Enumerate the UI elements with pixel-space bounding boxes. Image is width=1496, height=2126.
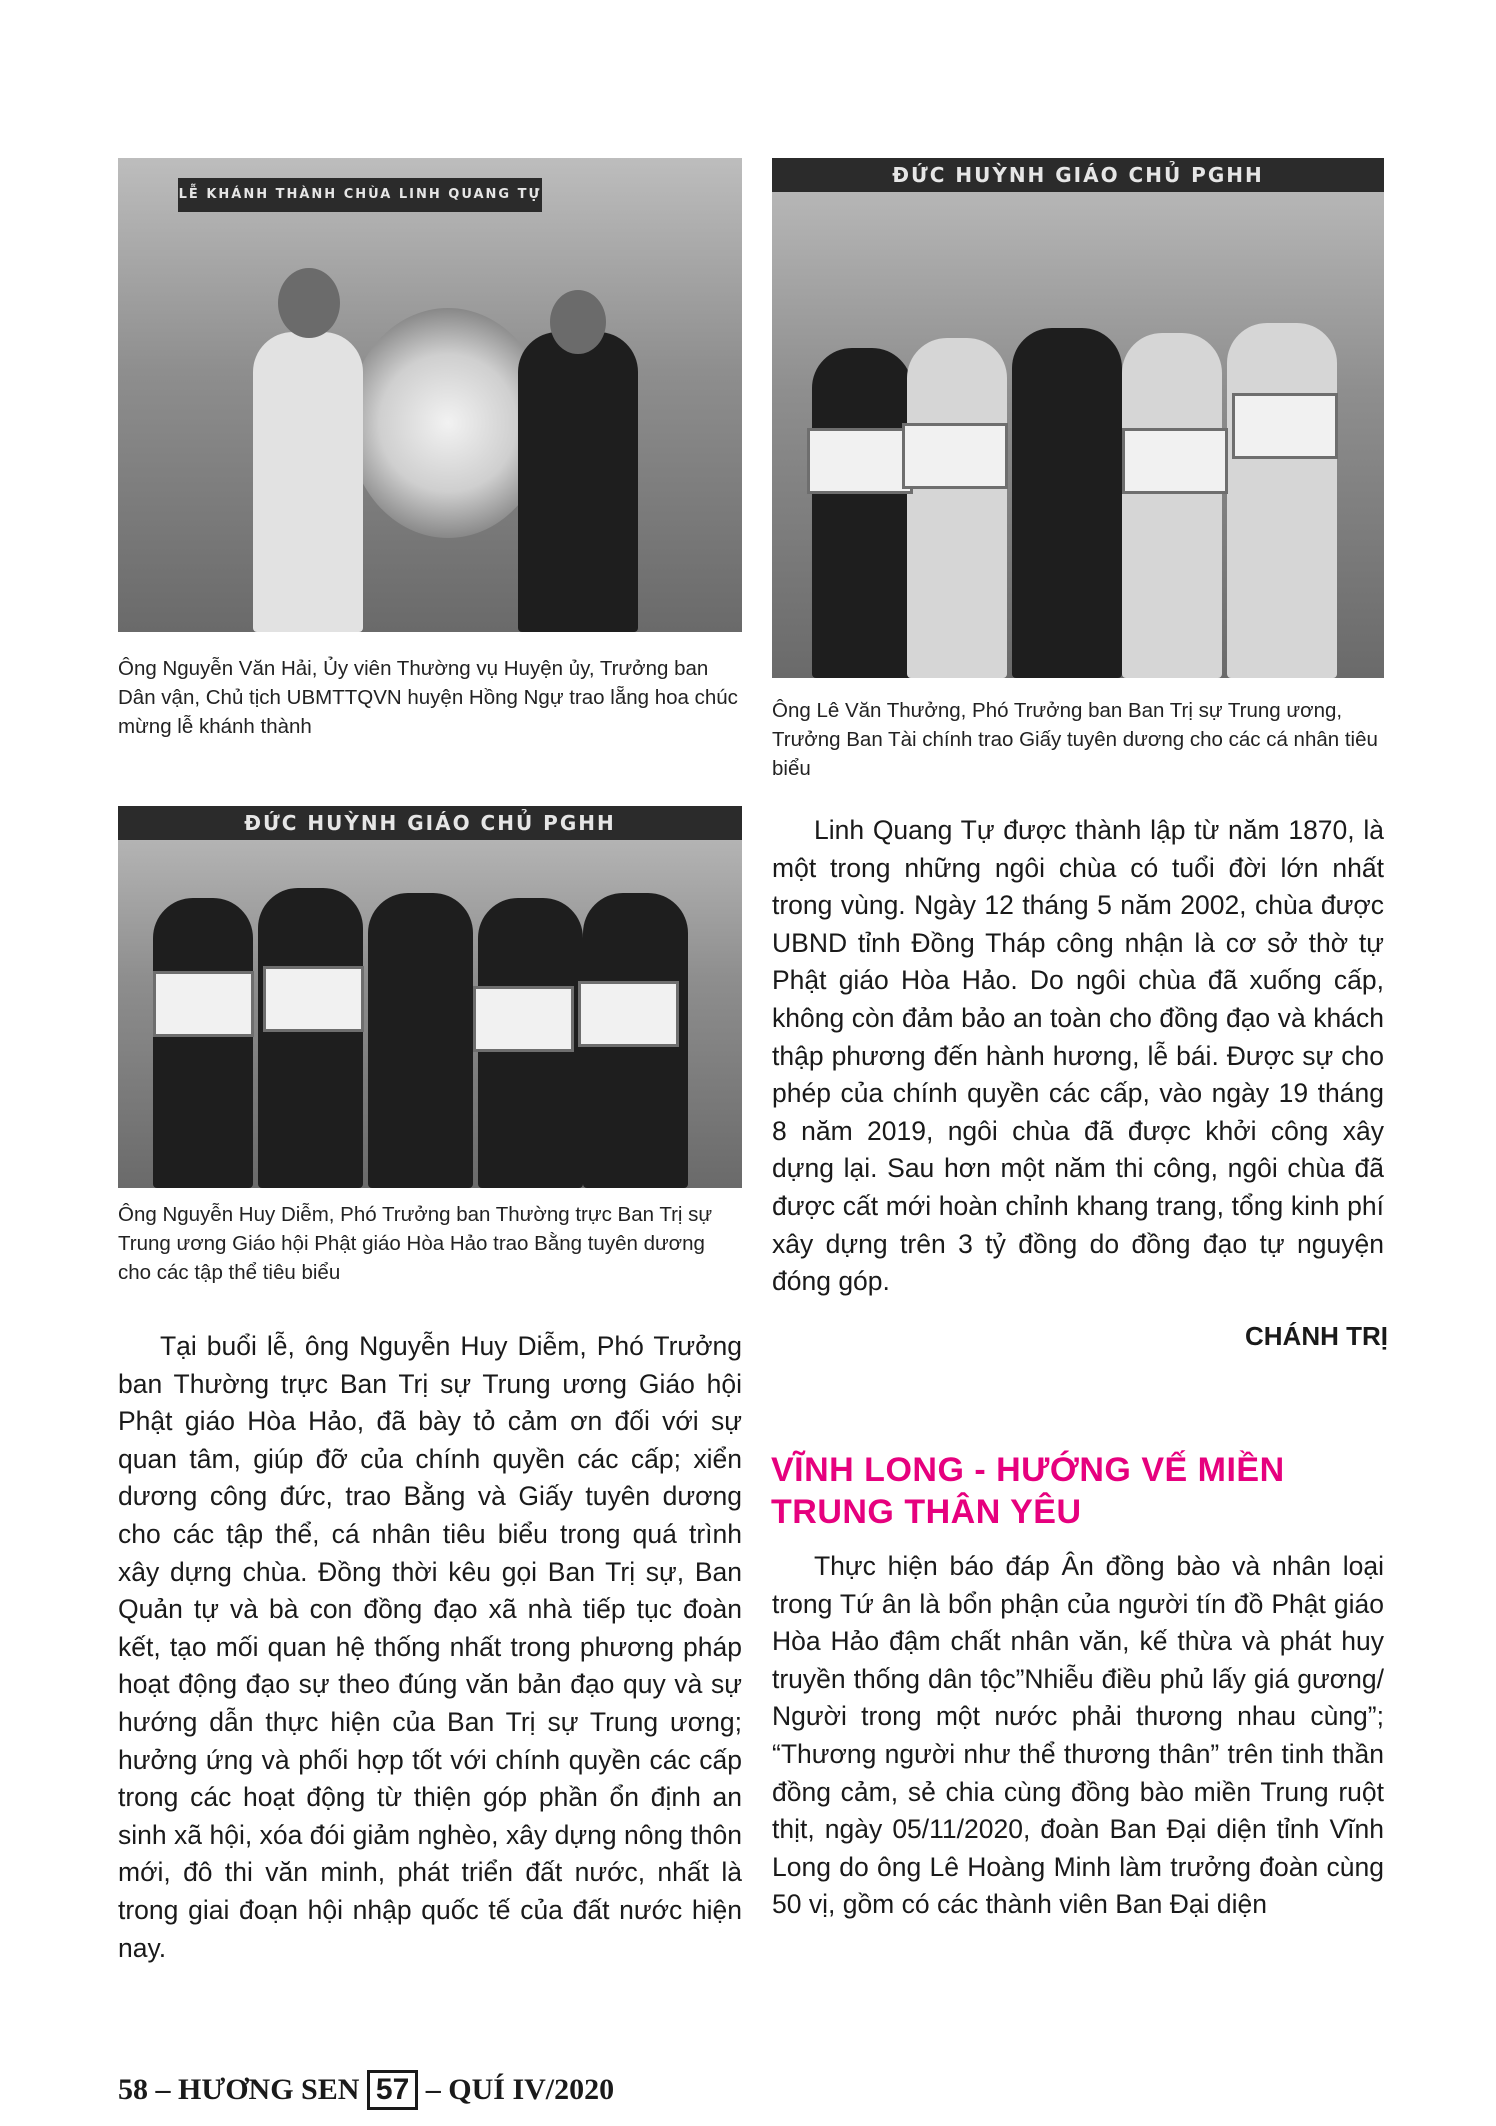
paragraph: Linh Quang Tự được thành lập từ năm 1870, là một trong những ngôi chùa có tuổi đời lớn nhất trong vùng. Ngày 12 tháng 5 năm 2002, chùa được UBND tỉnh Đồng Tháp công nhận là cơ sở thờ tự Phật giáo Hòa Hảo. Do ngôi chùa đã xuống cấp, không còn đảm bảo an toàn cho đồng đạo và khách thập phương đến hành hương, lễ bái. Được sự cho phép của chính quyền các cấp, vào ngày 19 tháng 8 năm 2019, ngôi chùa đã được khởi công xây dựng lại. Sau hơn một năm thi công, ngôi chùa đã được cất mới hoàn chỉnh khang trang, tổng kinh phí xây dựng trên 3 tỷ đồng do đồng đạo tự nguyện đóng góp. xyxy=(772,815,1384,1297)
photo-collective-awards xyxy=(118,806,742,1188)
next-article-heading: VĨNH LONG - HƯỚNG VẾ MIỀN TRUNG THÂN YÊU xyxy=(771,1451,1285,1531)
issue-number: 57 xyxy=(367,2070,418,2110)
photo-caption-collective-awards: Ông Nguyễn Huy Diễm, Phó Trưởng ban Thường trực Ban Trị sự Trung ương Giáo hội Phật giáo Hòa Hảo trao Bằng tuyên dương cho các tập thể tiêu biểu xyxy=(118,1203,713,1284)
magazine-name: HƯƠNG SEN xyxy=(178,2073,360,2106)
photo-banner: LỄ KHÁNH THÀNH CHÙA LINH QUANG TỰ xyxy=(178,178,542,212)
photo-banner: ĐỨC HUỲNH GIÁO CHỦ PGHH xyxy=(118,806,742,840)
next-article-body xyxy=(772,1548,1384,1924)
issue-period: QUÍ IV/2020 xyxy=(448,2073,615,2106)
photo-flower-presentation xyxy=(118,158,742,632)
photo-caption-flower-presentation: Ông Nguyễn Văn Hải, Ủy viên Thường vụ Huyện ủy, Trưởng ban Dân vận, Chủ tịch UBMTTQVN huyện Hồng Ngự trao lẵng hoa chúc mừng lễ khánh thành xyxy=(118,657,738,738)
article-right-column xyxy=(772,812,1384,1301)
photo-caption-individual-awards: Ông Lê Văn Thưởng, Phó Trưởng ban Ban Trị sự Trung ương, Trưởng Ban Tài chính trao Giấy tuyên dương cho các cá nhân tiêu biểu xyxy=(772,699,1378,780)
page-number: 58 xyxy=(118,2073,148,2106)
photo-individual-awards xyxy=(772,158,1384,678)
paragraph: Thực hiện báo đáp Ân đồng bào và nhân loại trong Tứ ân là bổn phận của người tín đồ Phật giáo Hòa Hảo đậm chất nhân văn, kế thừa và phát huy truyền thống dân tộc”Nhiễu điều phủ lấy giá gương/ Người trong một nước phải thương nhau cùng”; “Thương người như thể thương thân” trên tinh thần đồng cảm, sẻ chia cùng đồng bào miền Trung ruột thịt, ngày 05/11/2020, đoàn Ban Đại diện tỉnh Vĩnh Long do ông Lê Hoàng Minh làm trưởng đoàn cùng 50 vị, gồm có các thành viên Ban Đại diện xyxy=(772,1551,1384,1920)
paragraph: Tại buổi lễ, ông Nguyễn Huy Diễm, Phó Trưởng ban Thường trực Ban Trị sự Trung ương Giáo hội Phật giáo Hòa Hảo, đã bày tỏ cảm ơn đối với sự quan tâm, giúp đỡ của chính quyền các cấp; xiển dương công đức, trao Bằng và Giấy tuyên dương cho các tập thể, cá nhân tiêu biểu trong quá trình xây dựng chùa. Đồng thời kêu gọi Ban Trị sự, Ban Quản tự và bà con đồng đạo xã nhà tiếp tục đoàn kết, tạo mối quan hệ thống nhất trong phương pháp hoạt động đạo sự theo đúng văn bản đạo quy và sự hướng dẫn thực hiện của Ban Trị sự Trung ương; hưởng ứng và phối hợp tốt với chính quyền các cấp trong các hoạt động từ thiện góp phần ổn định an sinh xã hội, xóa đói giảm nghèo, xây dựng nông thôn mới, đô thi văn minh, phát triển đất nước, nhất là trong giai đoạn hội nhập quốc tế của đất nước hiện nay. xyxy=(118,1331,742,1963)
article-left-column xyxy=(118,1328,742,1967)
page-footer: 58 – HƯƠNG SEN 57 – QUÍ IV/2020 xyxy=(118,2070,614,2110)
photo-banner: ĐỨC HUỲNH GIÁO CHỦ PGHH xyxy=(772,158,1384,192)
article-byline: CHÁNH TRỊ xyxy=(1245,1321,1388,1351)
